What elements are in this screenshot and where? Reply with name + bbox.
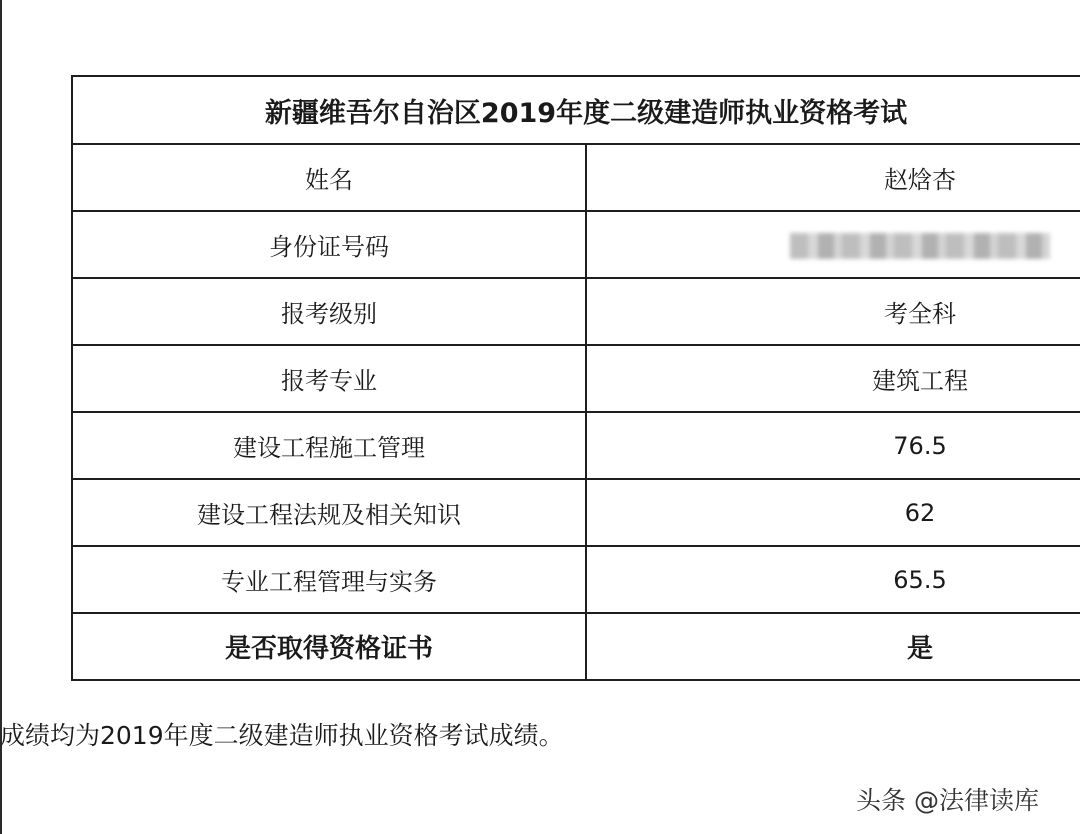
row-value-regulations: 62 <box>586 479 1080 546</box>
row-label-certificate: 是否取得资格证书 <box>72 613 586 680</box>
table-row <box>72 345 1080 412</box>
row-label-major: 报考专业 <box>72 345 586 412</box>
table-title: 新疆维吾尔自治区2019年度二级建造师执业资格考试 <box>72 76 1080 144</box>
row-value-certificate: 是 <box>586 613 1080 680</box>
table-title-row <box>72 76 1080 144</box>
row-label-name: 姓名 <box>72 144 586 211</box>
left-page-border <box>0 0 2 834</box>
row-value-id-number <box>586 211 1080 278</box>
source-watermark: 头条 @法律读库 <box>856 786 1039 815</box>
row-label-id-number: 身份证号码 <box>72 211 586 278</box>
footnote-text: 成绩均为2019年度二级建造师执业资格考试成绩。 <box>0 721 564 750</box>
row-value-exam-level: 考全科 <box>586 278 1080 345</box>
row-label-practice: 专业工程管理与实务 <box>72 546 586 613</box>
row-value-practice: 65.5 <box>586 546 1080 613</box>
table-row <box>72 479 1080 546</box>
redacted-id-blur <box>790 233 1050 259</box>
table-row <box>72 278 1080 345</box>
table-row <box>72 613 1080 680</box>
row-label-construction-management: 建设工程施工管理 <box>72 412 586 479</box>
row-value-name: 赵焓杏 <box>586 144 1080 211</box>
row-value-construction-management: 76.5 <box>586 412 1080 479</box>
table-row <box>72 144 1080 211</box>
row-value-major: 建筑工程 <box>586 345 1080 412</box>
table-row <box>72 211 1080 278</box>
table-row <box>72 546 1080 613</box>
row-label-exam-level: 报考级别 <box>72 278 586 345</box>
exam-score-table <box>71 75 1080 681</box>
table-row <box>72 412 1080 479</box>
row-label-regulations: 建设工程法规及相关知识 <box>72 479 586 546</box>
